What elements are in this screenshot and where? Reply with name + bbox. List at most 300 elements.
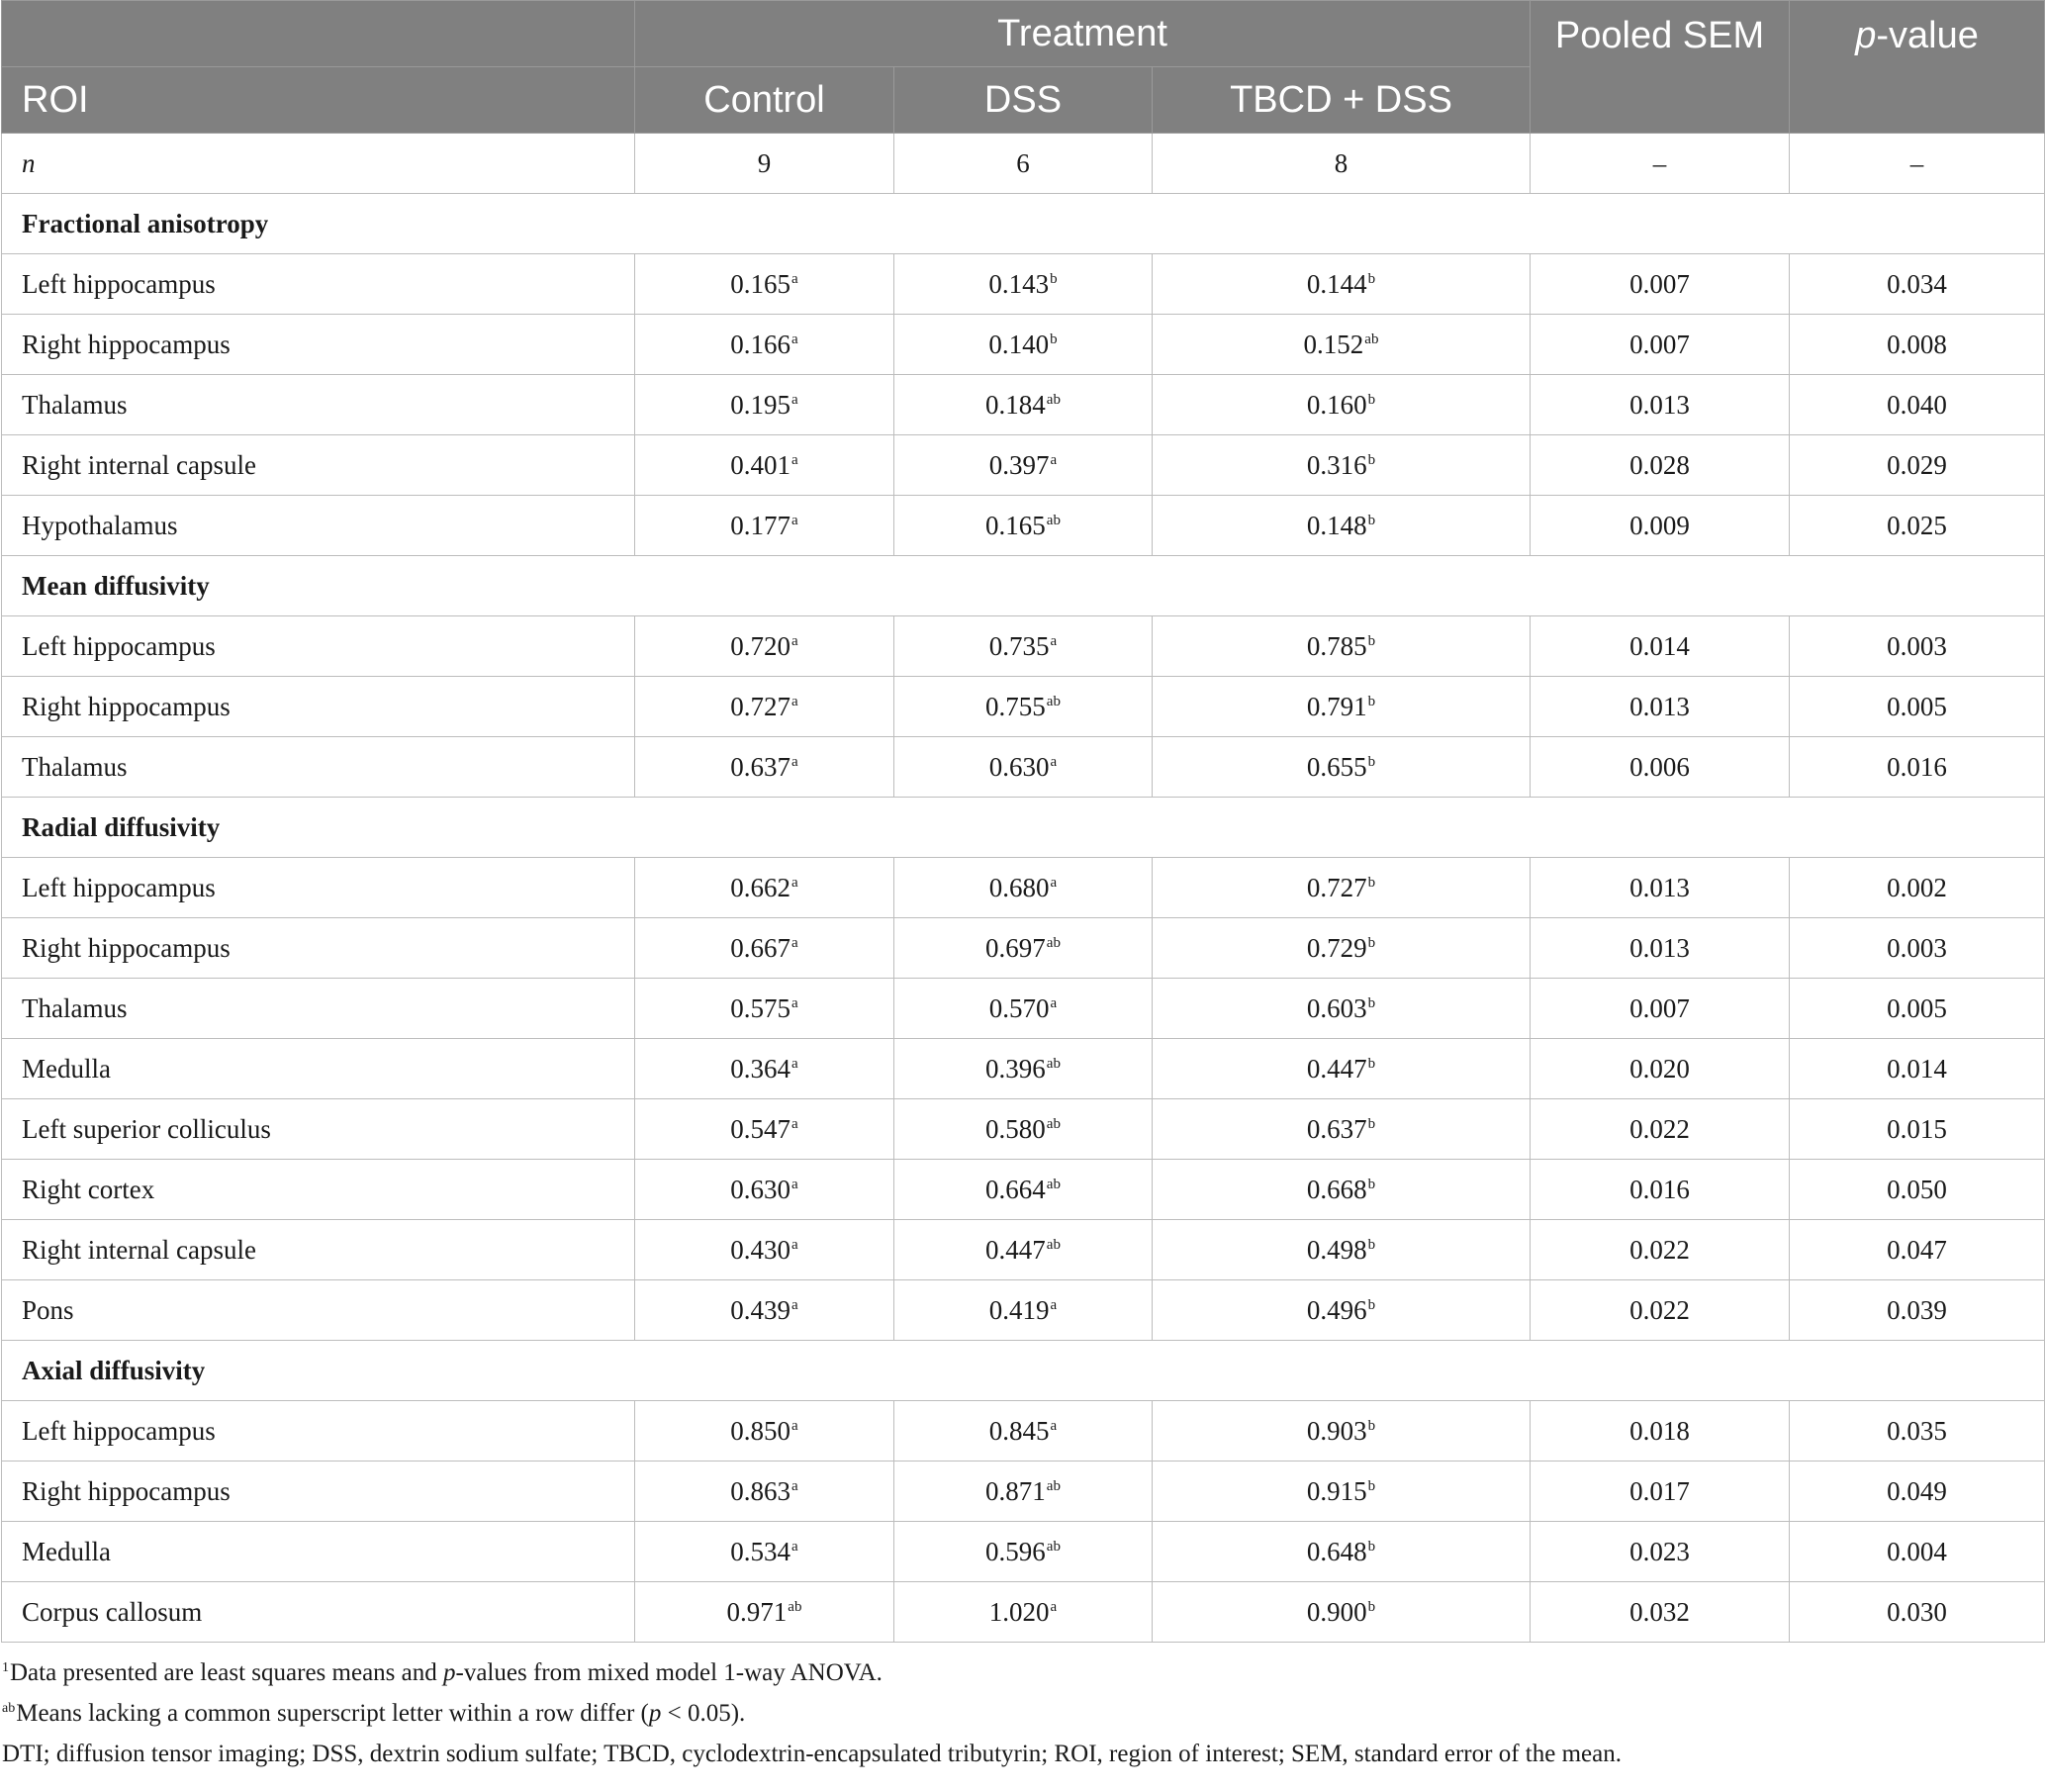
p-value-cell: 0.039 [1790, 1280, 2045, 1341]
table-row [2, 677, 2045, 737]
table-row [2, 1280, 2045, 1341]
mean-value: 0.863 [730, 1475, 791, 1506]
p-value-cell: 0.040 [1790, 375, 2045, 435]
control-cell [635, 1280, 894, 1341]
pooled-sem-cell: 0.022 [1531, 1099, 1790, 1160]
tbcd-dss-cell [1153, 1401, 1531, 1462]
control-cell [635, 918, 894, 979]
control-cell [635, 677, 894, 737]
significance-superscript: b [1367, 270, 1376, 287]
tbcd-dss-cell [1153, 1220, 1531, 1280]
significance-superscript: b [1367, 391, 1376, 408]
significance-superscript: a [791, 330, 798, 347]
table-row [2, 315, 2045, 375]
mean-value: 0.397 [988, 449, 1050, 480]
significance-superscript: a [791, 994, 798, 1011]
tbcd-dss-cell [1153, 254, 1531, 315]
dss-cell [894, 254, 1153, 315]
significance-superscript: ab [1046, 1477, 1061, 1494]
section-header-row [2, 798, 2045, 858]
significance-superscript: b [1367, 1176, 1376, 1192]
mean-value: 0.667 [730, 932, 791, 963]
mean-value: 0.720 [730, 630, 791, 661]
table-row [2, 737, 2045, 798]
p-value-cell: 0.047 [1790, 1220, 2045, 1280]
significance-superscript: ab [1046, 693, 1061, 709]
tbcd-dss-cell [1153, 1039, 1531, 1099]
tbcd-dss-cell [1153, 616, 1531, 677]
significance-superscript: b [1367, 632, 1376, 649]
control-cell [635, 1401, 894, 1462]
tbcd-dss-cell [1153, 677, 1531, 737]
pooled-sem-cell: 0.013 [1531, 858, 1790, 918]
table-row [2, 1099, 2045, 1160]
footnote-1-marker: 1 [2, 1660, 9, 1675]
mean-value: 0.755 [985, 691, 1046, 721]
table-row [2, 1462, 2045, 1522]
significance-superscript: ab [1046, 512, 1061, 528]
tbcd-dss-cell [1153, 737, 1531, 798]
pooled-sem-cell: 0.007 [1531, 315, 1790, 375]
pooled-sem-cell: 0.017 [1531, 1462, 1790, 1522]
footnote-2-text-a: Means lacking a common superscript letter within a row differ ( [16, 1700, 649, 1727]
control-cell [635, 1160, 894, 1220]
roi-cell: Right hippocampus [2, 1462, 635, 1522]
tbcd-dss-cell [1153, 375, 1531, 435]
header-dss: DSS [894, 67, 1153, 134]
significance-superscript: b [1367, 1598, 1376, 1615]
mean-value: 0.140 [988, 329, 1050, 359]
mean-value: 0.630 [730, 1174, 791, 1204]
table-row [2, 616, 2045, 677]
p-value-cell: 0.008 [1790, 315, 2045, 375]
dss-cell [894, 979, 1153, 1039]
n-dss: 6 [894, 134, 1153, 194]
footnote-2-text-b: < 0.05). [661, 1700, 746, 1727]
table-row [2, 435, 2045, 496]
mean-value: 0.900 [1306, 1596, 1367, 1627]
significance-superscript: b [1367, 1296, 1376, 1313]
pooled-sem-cell: 0.014 [1531, 616, 1790, 677]
n-sem: – [1531, 134, 1790, 194]
significance-superscript: a [791, 451, 798, 468]
header-p-rest: -value [1876, 15, 1979, 56]
significance-superscript: b [1367, 934, 1376, 951]
significance-superscript: ab [1046, 1115, 1061, 1132]
roi-cell: Right hippocampus [2, 918, 635, 979]
dss-cell [894, 1220, 1153, 1280]
significance-superscript: ab [1046, 1055, 1061, 1072]
header-roi: ROI [2, 67, 635, 134]
p-value-cell: 0.004 [1790, 1522, 2045, 1582]
roi-cell: Left superior colliculus [2, 1099, 635, 1160]
mean-value: 0.648 [1306, 1536, 1367, 1566]
roi-cell: Medulla [2, 1522, 635, 1582]
significance-superscript: a [791, 1477, 798, 1494]
pooled-sem-cell: 0.018 [1531, 1401, 1790, 1462]
mean-value: 0.637 [1306, 1113, 1367, 1144]
p-value-cell: 0.014 [1790, 1039, 2045, 1099]
mean-value: 0.575 [730, 992, 791, 1023]
roi-cell: Right internal capsule [2, 1220, 635, 1280]
mean-value: 0.727 [1306, 872, 1367, 902]
significance-superscript: b [1367, 1115, 1376, 1132]
mean-value: 0.165 [730, 268, 791, 299]
control-cell [635, 1522, 894, 1582]
dss-cell [894, 496, 1153, 556]
mean-value: 0.662 [730, 872, 791, 902]
dss-cell [894, 858, 1153, 918]
mean-value: 0.668 [1306, 1174, 1367, 1204]
significance-superscript: b [1367, 1538, 1376, 1555]
mean-value: 0.447 [985, 1234, 1046, 1265]
tbcd-dss-cell [1153, 979, 1531, 1039]
pooled-sem-cell: 0.013 [1531, 375, 1790, 435]
footnote-1-text-b: -values from mixed model 1-way ANOVA. [455, 1659, 883, 1686]
p-value-cell: 0.003 [1790, 616, 2045, 677]
pooled-sem-cell: 0.013 [1531, 677, 1790, 737]
roi-cell: Thalamus [2, 375, 635, 435]
mean-value: 0.547 [730, 1113, 791, 1144]
dss-cell [894, 677, 1153, 737]
dss-cell [894, 1462, 1153, 1522]
roi-cell: Left hippocampus [2, 616, 635, 677]
table-header [2, 1, 2045, 134]
dss-cell [894, 375, 1153, 435]
p-value-cell: 0.005 [1790, 677, 2045, 737]
significance-superscript: a [791, 632, 798, 649]
dss-cell [894, 1099, 1153, 1160]
mean-value: 0.364 [730, 1053, 791, 1084]
mean-value: 0.148 [1306, 510, 1367, 540]
dss-cell [894, 1039, 1153, 1099]
section-title: Axial diffusivity [2, 1341, 2045, 1401]
mean-value: 0.580 [985, 1113, 1046, 1144]
tbcd-dss-cell [1153, 315, 1531, 375]
control-cell [635, 1099, 894, 1160]
mean-value: 0.143 [988, 268, 1050, 299]
significance-superscript: a [791, 1115, 798, 1132]
dss-cell [894, 435, 1153, 496]
significance-superscript: a [1050, 874, 1058, 891]
p-value-cell: 0.025 [1790, 496, 2045, 556]
mean-value: 0.850 [730, 1415, 791, 1446]
header-p-value [1790, 1, 2045, 134]
mean-value: 0.697 [985, 932, 1046, 963]
mean-value: 0.396 [985, 1053, 1046, 1084]
significance-superscript: a [791, 693, 798, 709]
mean-value: 0.871 [985, 1475, 1046, 1506]
footnotes [0, 1654, 2045, 1772]
significance-superscript: ab [1364, 330, 1379, 347]
significance-superscript: a [1050, 753, 1058, 770]
significance-superscript: b [1367, 512, 1376, 528]
dss-cell [894, 1280, 1153, 1341]
control-cell [635, 1220, 894, 1280]
significance-superscript: a [1050, 1417, 1058, 1434]
mean-value: 0.791 [1306, 691, 1367, 721]
dss-cell [894, 1160, 1153, 1220]
footnote-3: DTI; diffusion tensor imaging; DSS, dextrin sodium sulfate; TBCD, cyclodextrin-encapsulated tributyrin; ROI, region of interest; SEM, standard error of the mean. [2, 1741, 1622, 1767]
control-cell [635, 1039, 894, 1099]
tbcd-dss-cell [1153, 1522, 1531, 1582]
p-value-cell: 0.030 [1790, 1582, 2045, 1643]
header-control: Control [635, 67, 894, 134]
section-header-row [2, 556, 2045, 616]
pooled-sem-cell: 0.007 [1531, 254, 1790, 315]
table-body [2, 134, 2045, 1643]
mean-value: 0.184 [985, 389, 1046, 420]
mean-value: 0.729 [1306, 932, 1367, 963]
mean-value: 0.596 [985, 1536, 1046, 1566]
roi-cell: Hypothalamus [2, 496, 635, 556]
significance-superscript: ab [1046, 391, 1061, 408]
control-cell [635, 315, 894, 375]
dss-cell [894, 1582, 1153, 1643]
significance-superscript: a [1050, 1598, 1058, 1615]
mean-value: 0.630 [988, 751, 1050, 782]
tbcd-dss-cell [1153, 496, 1531, 556]
n-p: – [1790, 134, 2045, 194]
table-row [2, 1160, 2045, 1220]
pooled-sem-cell: 0.013 [1531, 918, 1790, 979]
significance-superscript: a [1050, 451, 1058, 468]
significance-superscript: a [1050, 994, 1058, 1011]
pooled-sem-cell: 0.032 [1531, 1582, 1790, 1643]
mean-value: 0.439 [730, 1294, 791, 1325]
p-value-cell: 0.005 [1790, 979, 2045, 1039]
mean-value: 0.903 [1306, 1415, 1367, 1446]
significance-superscript: a [791, 1417, 798, 1434]
mean-value: 0.655 [1306, 751, 1367, 782]
dss-cell [894, 737, 1153, 798]
significance-superscript: a [791, 1055, 798, 1072]
dss-cell [894, 315, 1153, 375]
control-cell [635, 616, 894, 677]
significance-superscript: a [791, 753, 798, 770]
significance-superscript: b [1367, 753, 1376, 770]
p-value-cell: 0.003 [1790, 918, 2045, 979]
roi-cell: Corpus callosum [2, 1582, 635, 1643]
table-row [2, 918, 2045, 979]
mean-value: 0.680 [988, 872, 1050, 902]
significance-superscript: a [791, 874, 798, 891]
mean-value: 0.735 [988, 630, 1050, 661]
mean-value: 0.496 [1306, 1294, 1367, 1325]
header-tbcd-dss: TBCD + DSS [1153, 67, 1531, 134]
pooled-sem-cell: 0.028 [1531, 435, 1790, 496]
n-control: 9 [635, 134, 894, 194]
footnote-1-p: p [443, 1659, 456, 1686]
n-tbcd: 8 [1153, 134, 1531, 194]
mean-value: 0.603 [1306, 992, 1367, 1023]
table-row [2, 979, 2045, 1039]
mean-value: 0.915 [1306, 1475, 1367, 1506]
footnote-1 [2, 1654, 2045, 1695]
tbcd-dss-cell [1153, 1099, 1531, 1160]
section-title: Radial diffusivity [2, 798, 2045, 858]
table-row [2, 1522, 2045, 1582]
significance-superscript: a [791, 1236, 798, 1253]
roi-cell: Right cortex [2, 1160, 635, 1220]
tbcd-dss-cell [1153, 918, 1531, 979]
p-value-cell: 0.049 [1790, 1462, 2045, 1522]
control-cell [635, 496, 894, 556]
control-cell [635, 254, 894, 315]
mean-value: 1.020 [988, 1596, 1050, 1627]
pooled-sem-cell: 0.022 [1531, 1220, 1790, 1280]
significance-superscript: a [791, 391, 798, 408]
significance-superscript: ab [1046, 934, 1061, 951]
table-row [2, 496, 2045, 556]
tbcd-dss-cell [1153, 1160, 1531, 1220]
tbcd-dss-cell [1153, 435, 1531, 496]
roi-cell: Right hippocampus [2, 315, 635, 375]
mean-value: 0.160 [1306, 389, 1367, 420]
roi-cell: Right internal capsule [2, 435, 635, 496]
mean-value: 0.195 [730, 389, 791, 420]
control-cell [635, 375, 894, 435]
dss-cell [894, 1522, 1153, 1582]
significance-superscript: b [1367, 1055, 1376, 1072]
header-pooled-sem: Pooled SEM [1531, 1, 1790, 134]
significance-superscript: b [1367, 994, 1376, 1011]
pooled-sem-cell: 0.006 [1531, 737, 1790, 798]
section-title: Fractional anisotropy [2, 194, 2045, 254]
mean-value: 0.316 [1306, 449, 1367, 480]
control-cell [635, 1582, 894, 1643]
mean-value: 0.144 [1306, 268, 1367, 299]
tbcd-dss-cell [1153, 1280, 1531, 1341]
roi-cell: Thalamus [2, 979, 635, 1039]
dss-cell [894, 616, 1153, 677]
significance-superscript: b [1367, 1417, 1376, 1434]
p-value-cell: 0.015 [1790, 1099, 2045, 1160]
significance-superscript: b [1367, 874, 1376, 891]
tbcd-dss-cell [1153, 1582, 1531, 1643]
significance-superscript: b [1367, 693, 1376, 709]
significance-superscript: a [791, 1176, 798, 1192]
roi-cell: Left hippocampus [2, 254, 635, 315]
mean-value: 0.845 [988, 1415, 1050, 1446]
mean-value: 0.534 [730, 1536, 791, 1566]
p-value-cell: 0.035 [1790, 1401, 2045, 1462]
significance-superscript: ab [1046, 1236, 1061, 1253]
header-p-italic: p [1855, 15, 1877, 56]
tbcd-dss-cell [1153, 858, 1531, 918]
section-header-row [2, 1341, 2045, 1401]
table-row [2, 1401, 2045, 1462]
mean-value: 0.166 [730, 329, 791, 359]
significance-superscript: b [1050, 330, 1058, 347]
mean-value: 0.447 [1306, 1053, 1367, 1084]
mean-value: 0.971 [726, 1596, 788, 1627]
significance-superscript: a [791, 270, 798, 287]
p-value-cell: 0.002 [1790, 858, 2045, 918]
significance-superscript: b [1367, 451, 1376, 468]
table-row [2, 1220, 2045, 1280]
significance-superscript: b [1050, 270, 1058, 287]
significance-superscript: b [1367, 1236, 1376, 1253]
pooled-sem-cell: 0.016 [1531, 1160, 1790, 1220]
roi-cell: Pons [2, 1280, 635, 1341]
dss-cell [894, 1401, 1153, 1462]
mean-value: 0.152 [1303, 329, 1364, 359]
roi-cell: Left hippocampus [2, 858, 635, 918]
significance-superscript: b [1367, 1477, 1376, 1494]
mean-value: 0.637 [730, 751, 791, 782]
table-row [2, 375, 2045, 435]
significance-superscript: a [791, 1538, 798, 1555]
mean-value: 0.430 [730, 1234, 791, 1265]
pooled-sem-cell: 0.023 [1531, 1522, 1790, 1582]
mean-value: 0.401 [730, 449, 791, 480]
control-cell [635, 1462, 894, 1522]
mean-value: 0.419 [988, 1294, 1050, 1325]
pooled-sem-cell: 0.007 [1531, 979, 1790, 1039]
mean-value: 0.498 [1306, 1234, 1367, 1265]
p-value-cell: 0.016 [1790, 737, 2045, 798]
table-row [2, 254, 2045, 315]
footnote-2-marker: ab [2, 1701, 16, 1716]
roi-cell: Left hippocampus [2, 1401, 635, 1462]
p-value-cell: 0.034 [1790, 254, 2045, 315]
roi-cell: Thalamus [2, 737, 635, 798]
mean-value: 0.664 [985, 1174, 1046, 1204]
n-row [2, 134, 2045, 194]
p-value-cell: 0.050 [1790, 1160, 2045, 1220]
dss-cell [894, 918, 1153, 979]
table-row [2, 1582, 2045, 1643]
header-blank-cell [2, 1, 635, 67]
roi-cell: Right hippocampus [2, 677, 635, 737]
mean-value: 0.727 [730, 691, 791, 721]
mean-value: 0.177 [730, 510, 791, 540]
footnote-1-text-a: Data presented are least squares means and [10, 1659, 444, 1686]
table-row [2, 858, 2045, 918]
roi-cell: Medulla [2, 1039, 635, 1099]
control-cell [635, 435, 894, 496]
p-value-cell: 0.029 [1790, 435, 2045, 496]
significance-superscript: a [791, 1296, 798, 1313]
tbcd-dss-cell [1153, 1462, 1531, 1522]
table-row [2, 1039, 2045, 1099]
significance-superscript: a [791, 512, 798, 528]
significance-superscript: ab [1046, 1176, 1061, 1192]
section-title: Mean diffusivity [2, 556, 2045, 616]
significance-superscript: ab [788, 1598, 802, 1615]
control-cell [635, 858, 894, 918]
significance-superscript: a [1050, 632, 1058, 649]
section-header-row [2, 194, 2045, 254]
dti-results-table [1, 0, 2045, 1643]
pooled-sem-cell: 0.020 [1531, 1039, 1790, 1099]
significance-superscript: a [791, 934, 798, 951]
mean-value: 0.165 [985, 510, 1046, 540]
control-cell [635, 979, 894, 1039]
mean-value: 0.570 [988, 992, 1050, 1023]
header-treatment: Treatment [635, 1, 1531, 67]
pooled-sem-cell: 0.022 [1531, 1280, 1790, 1341]
n-label: n [2, 134, 635, 194]
significance-superscript: a [1050, 1296, 1058, 1313]
footnote-2 [2, 1695, 2045, 1736]
footnote-2-p: p [648, 1700, 662, 1727]
pooled-sem-cell: 0.009 [1531, 496, 1790, 556]
significance-superscript: ab [1046, 1538, 1061, 1555]
control-cell [635, 737, 894, 798]
mean-value: 0.785 [1306, 630, 1367, 661]
